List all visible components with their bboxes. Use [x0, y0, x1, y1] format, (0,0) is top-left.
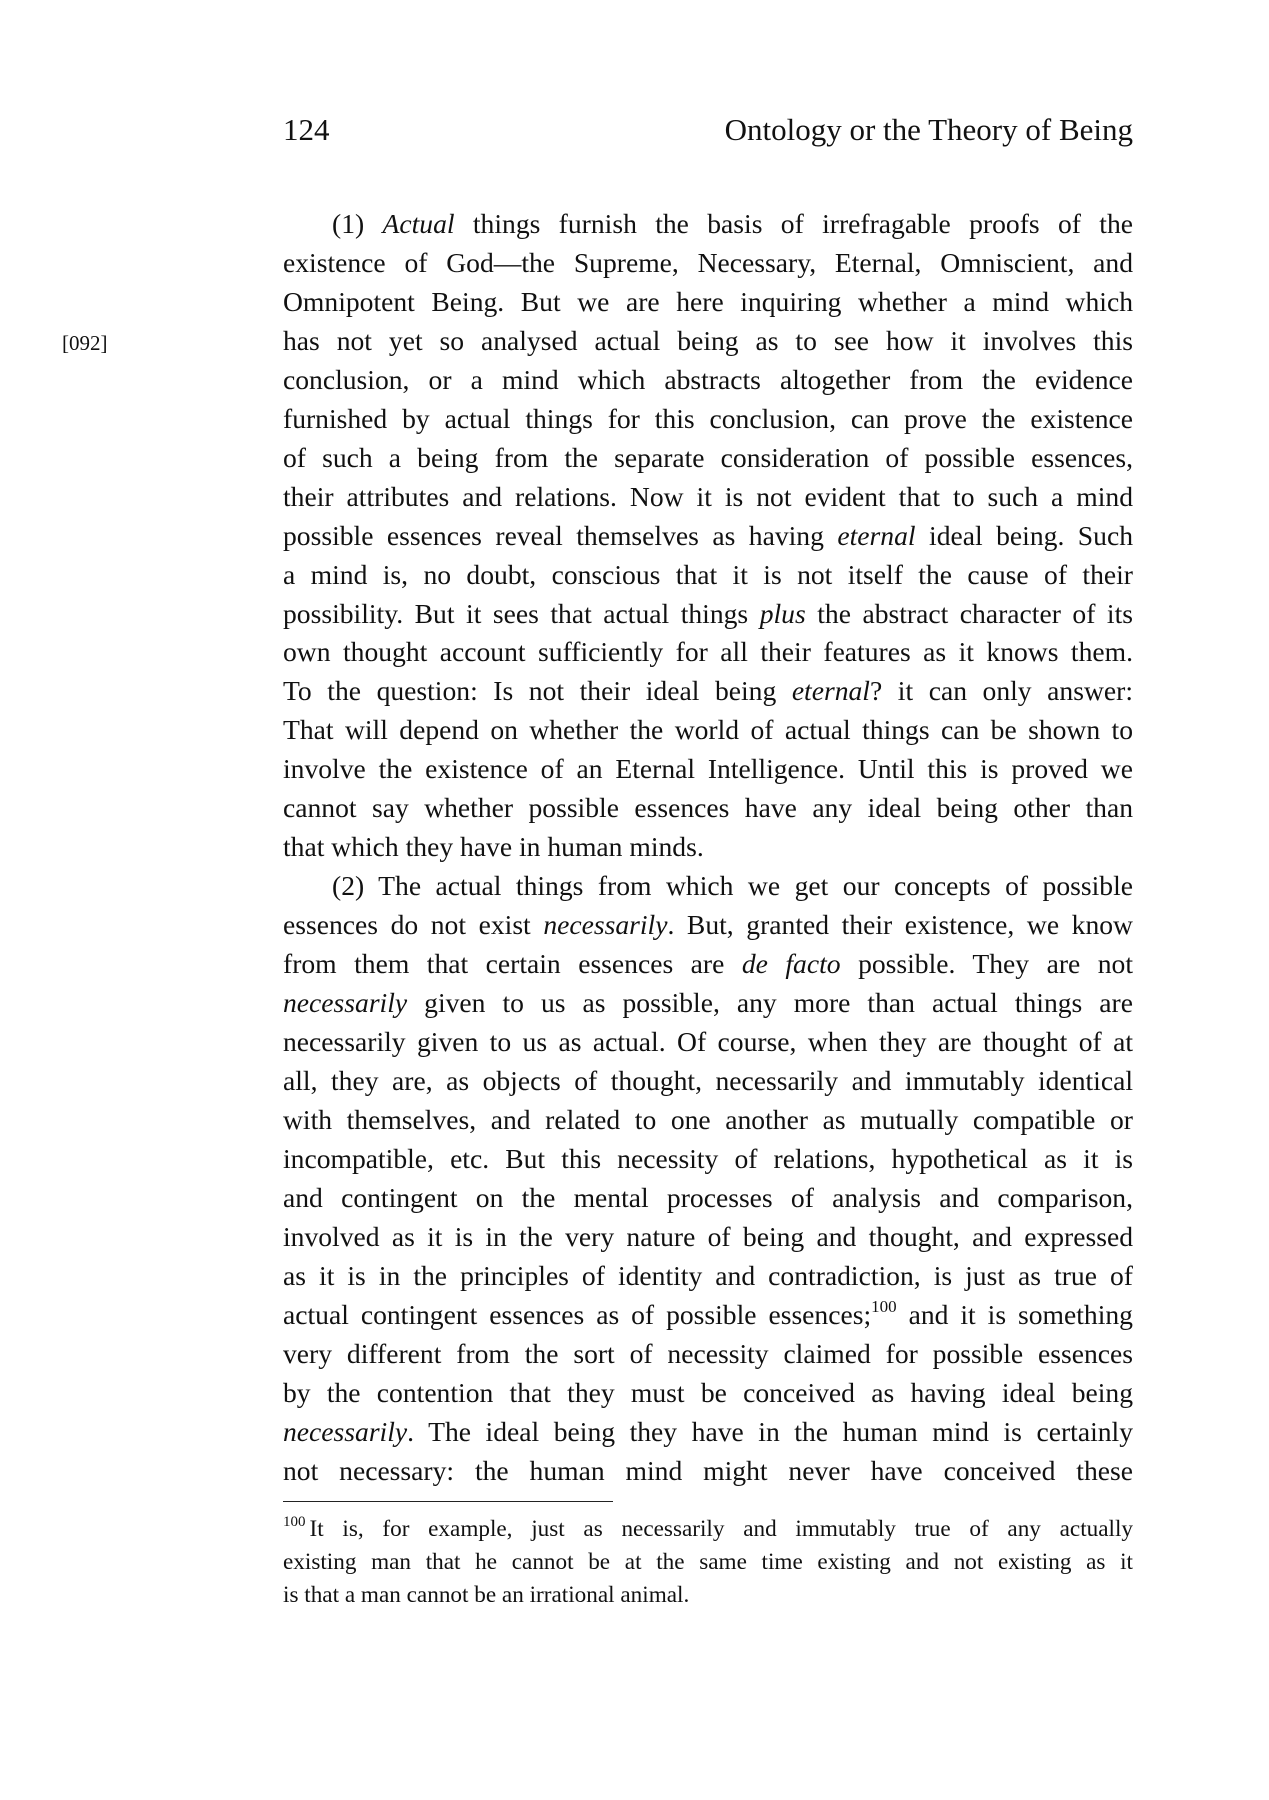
text-run: by the contention that they must be conceived as having ideal being: [283, 1376, 1133, 1408]
footnote-divider: [283, 1501, 613, 1502]
body-line: [283, 984, 1133, 1023]
italic-emphasis: Actual: [382, 208, 455, 239]
italic-emphasis: necessarily: [283, 987, 408, 1019]
body-line: [283, 1452, 1133, 1491]
body-line: [283, 517, 1133, 556]
body-line: [283, 400, 1133, 439]
text-run: from them that certain essences are: [283, 948, 742, 980]
text-run: with themselves, and related to one another as mutually compatible or: [283, 1103, 1133, 1135]
text-run: To the question: Is not their ideal being: [283, 675, 792, 707]
body-line: [283, 1101, 1133, 1140]
italic-emphasis: necessarily: [283, 1415, 408, 1447]
body-line: [283, 361, 1133, 400]
body-line: [283, 672, 1133, 711]
text-run: cannot say whether possible essences have any ideal being other than: [283, 792, 1133, 824]
italic-emphasis: eternal: [791, 675, 870, 707]
body-line: [283, 322, 1133, 361]
text-run: furnished by actual things for this conclusion, can prove the existence: [283, 402, 1133, 434]
text-run: given to us as possible, any more than actual things are: [407, 987, 1133, 1019]
text-run: essences do not exist: [283, 909, 544, 941]
body-line: [283, 1023, 1133, 1062]
text-run: things furnish the basis of irrefragable proofs of the: [454, 208, 1133, 239]
text-run: ? it can only answer:: [869, 675, 1133, 707]
text-run: . But, granted their existence, we know: [667, 909, 1133, 941]
body-line: [283, 1413, 1133, 1452]
body-line: [283, 1179, 1133, 1218]
body-line: [283, 1374, 1133, 1413]
body-line: [283, 906, 1133, 945]
running-title: Ontology or the Theory of Being: [724, 112, 1133, 147]
body-line: [283, 1218, 1133, 1257]
text-run: necessarily given to us as actual. Of course, when they are thought of at: [283, 1026, 1133, 1058]
footnote-marker: 100: [283, 1514, 306, 1530]
text-run: all, they are, as objects of thought, necessarily and immutably identical: [283, 1064, 1133, 1096]
running-header: [283, 110, 1133, 150]
text-run: (1): [332, 208, 383, 239]
text-run: and it is something: [896, 1298, 1133, 1330]
text-run: own thought account sufficiently for all their features as it knows them.: [283, 636, 1133, 668]
body-line: [283, 244, 1133, 283]
margin-page-reference: [092]: [62, 331, 108, 355]
footnote-line: existing man that he cannot be at the same time existing and not existing as it: [283, 1549, 1133, 1575]
text-run: possible. They are not: [840, 948, 1134, 980]
text-run: and contingent on the mental processes of analysis and comparison,: [283, 1181, 1133, 1213]
text-run: That will depend on whether the world of actual things can be shown to: [283, 714, 1133, 746]
body-line: [283, 633, 1133, 672]
body-line: [283, 789, 1133, 828]
body-line: [283, 283, 1133, 322]
body-line: [283, 945, 1133, 984]
text-run: existence of God—the Supreme, Necessary, Eternal, Omniscient, and: [283, 246, 1133, 278]
text-run: of such a being from the separate consideration of possible essences,: [283, 441, 1133, 473]
body-line: [283, 556, 1133, 595]
text-run: Omnipotent Being. But we are here inquiring whether a mind which: [283, 285, 1133, 317]
text-run: not necessary: the human mind might never have conceived these: [283, 1454, 1133, 1486]
body-line: [283, 1257, 1133, 1296]
text-run: has not yet so analysed actual being as to see how it involves this: [283, 324, 1133, 356]
text-run: incompatible, etc. But this necessity of relations, hypothetical as it is: [283, 1142, 1133, 1174]
body-line: [283, 478, 1133, 517]
text-run: involved as it is in the very nature of being and thought, and expressed: [283, 1220, 1133, 1252]
text-run: . The ideal being they have in the human mind is certainly: [407, 1415, 1133, 1447]
body-text: [283, 205, 1133, 1490]
text-run: actual contingent essences as of possible essences;: [283, 1298, 872, 1330]
italic-emphasis: necessarily: [543, 909, 668, 941]
text-run: their attributes and relations. Now it is not evident that to such a mind: [283, 480, 1133, 512]
text-run: (2) The actual things from which we get our concepts of possible: [332, 870, 1133, 902]
italic-emphasis: plus: [759, 597, 806, 629]
body-line: [283, 1140, 1133, 1179]
text-run: involve the existence of an Eternal Intelligence. Until this is proved we: [283, 753, 1133, 785]
text-run: possible essences reveal themselves as having: [283, 519, 838, 551]
text-run: that which they have in human minds.: [283, 831, 704, 863]
body-line: [283, 828, 1133, 867]
body-line: [283, 711, 1133, 750]
text-run: ideal being. Such: [915, 519, 1133, 551]
footnote-reference: 100: [871, 1296, 897, 1316]
text-run: possibility. But it sees that actual things: [283, 597, 760, 629]
body-line: [283, 595, 1133, 634]
text-run: the abstract character of its: [805, 597, 1133, 629]
text-run: conclusion, or a mind which abstracts altogether from the evidence: [283, 363, 1133, 395]
italic-emphasis: de facto: [741, 948, 841, 980]
body-line: [283, 1062, 1133, 1101]
body-line: [283, 750, 1133, 789]
text-run: a mind is, no doubt, conscious that it is not itself the cause of their: [283, 558, 1133, 590]
body-line: [283, 1296, 1133, 1335]
footnote-text: It is, for example, just as necessarily and immutably true of any actually: [309, 1516, 1133, 1542]
body-line: [283, 1335, 1133, 1374]
body-line: [283, 439, 1133, 478]
footnote: [283, 1513, 1133, 1612]
text-run: very different from the sort of necessity claimed for possible essences: [283, 1337, 1133, 1369]
italic-emphasis: eternal: [837, 519, 916, 551]
text-run: as it is in the principles of identity and contradiction, is just as true of: [283, 1259, 1133, 1291]
page-number: 124: [283, 112, 330, 147]
body-line: [283, 867, 1133, 906]
footnote-line: is that a man cannot be an irrational animal.: [283, 1582, 690, 1608]
body-line: [283, 205, 1133, 244]
footnote-line: [283, 1513, 1133, 1546]
